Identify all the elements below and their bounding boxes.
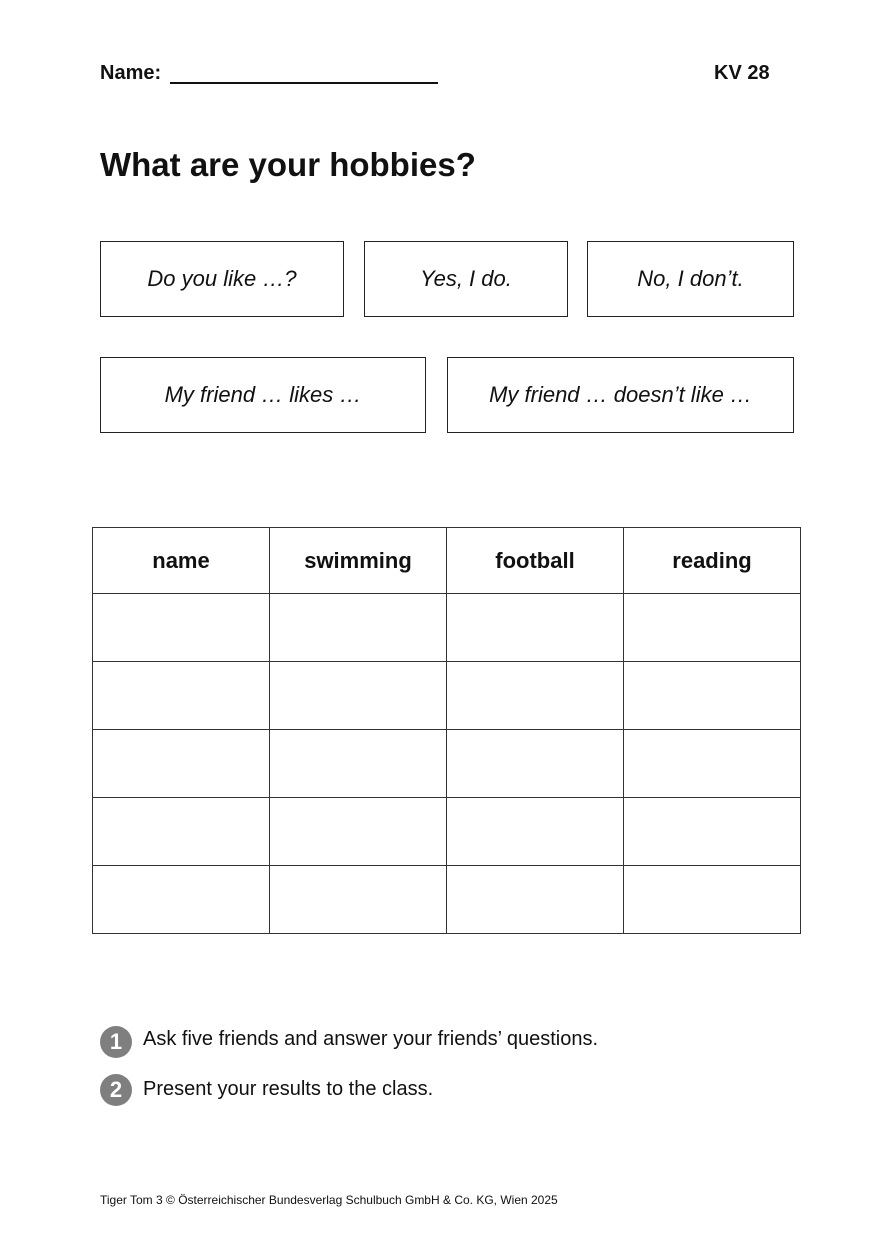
- phrase-box-friend-doesnt-like: My friend … doesn’t like …: [447, 357, 794, 433]
- table-cell[interactable]: [624, 594, 801, 662]
- table-row: [93, 798, 801, 866]
- table-row: [93, 866, 801, 934]
- phrase-box-question: Do you like …?: [100, 241, 344, 317]
- task-number-badge: 2: [100, 1074, 132, 1106]
- table-cell[interactable]: [270, 730, 447, 798]
- task-instruction: Present your results to the class.: [143, 1078, 434, 1100]
- column-header-football: football: [447, 528, 624, 594]
- phrase-box-no: No, I don’t.: [587, 241, 794, 317]
- name-label: Name:: [100, 62, 162, 84]
- table-cell[interactable]: [93, 798, 270, 866]
- table-cell[interactable]: [447, 662, 624, 730]
- table-cell[interactable]: [624, 866, 801, 934]
- page-title: What are your hobbies?: [100, 146, 476, 183]
- phrase-box-friend-likes: My friend … likes …: [100, 357, 426, 433]
- task-instruction: Ask five friends and answer your friends’ questions.: [143, 1028, 599, 1050]
- table-cell[interactable]: [270, 798, 447, 866]
- table-cell[interactable]: [447, 866, 624, 934]
- hobby-survey-table: [92, 527, 801, 934]
- table-cell[interactable]: [270, 866, 447, 934]
- name-write-line[interactable]: [170, 82, 438, 84]
- table-row: [93, 594, 801, 662]
- table-row: [93, 730, 801, 798]
- table-row: [93, 662, 801, 730]
- column-header-reading: reading: [624, 528, 801, 594]
- table-cell[interactable]: [624, 730, 801, 798]
- table-cell[interactable]: [93, 866, 270, 934]
- table-cell[interactable]: [93, 662, 270, 730]
- column-header-swimming: swimming: [270, 528, 447, 594]
- task-number-badge: 1: [100, 1026, 132, 1058]
- sheet-code: KV 28: [714, 62, 770, 84]
- table-cell[interactable]: [93, 730, 270, 798]
- copyright-footer: Tiger Tom 3 © Österreichischer Bundesverlag Schulbuch GmbH & Co. KG, Wien 2025: [100, 1193, 558, 1207]
- column-header-name: name: [93, 528, 270, 594]
- table-cell[interactable]: [447, 594, 624, 662]
- table-cell[interactable]: [270, 594, 447, 662]
- table-cell[interactable]: [270, 662, 447, 730]
- phrase-box-yes: Yes, I do.: [364, 241, 568, 317]
- table-header-row: [93, 528, 801, 594]
- table-cell[interactable]: [624, 662, 801, 730]
- table-cell[interactable]: [447, 730, 624, 798]
- table-cell[interactable]: [624, 798, 801, 866]
- table-cell[interactable]: [447, 798, 624, 866]
- table-cell[interactable]: [93, 594, 270, 662]
